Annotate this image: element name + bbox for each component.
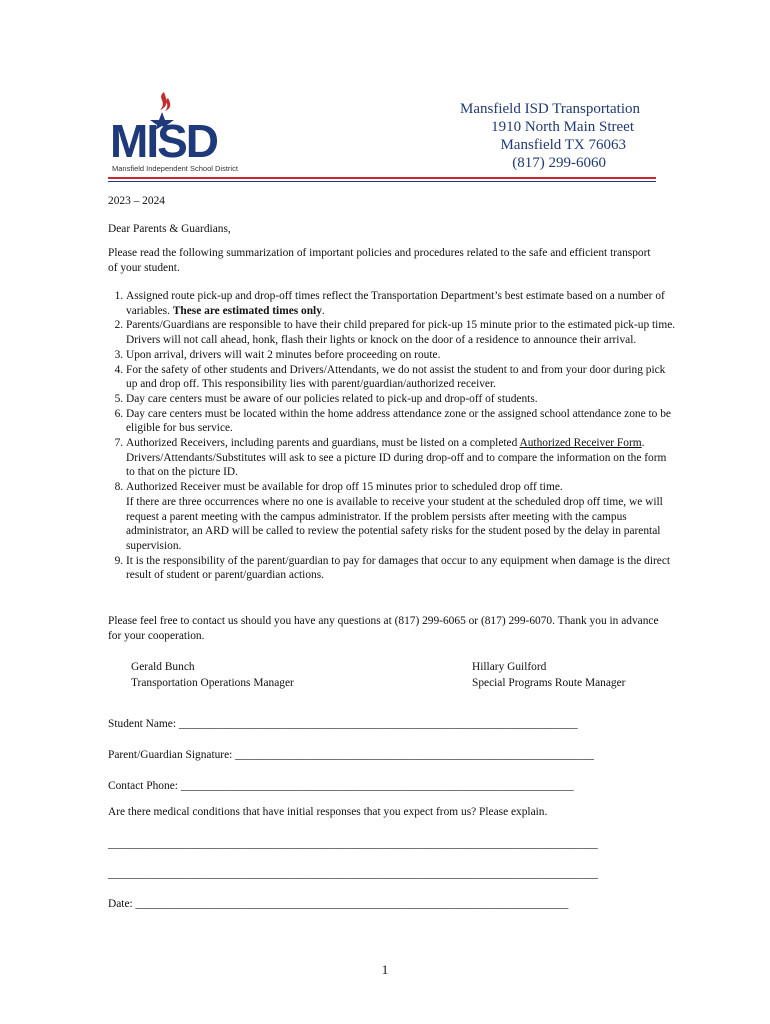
contact-phone-field[interactable]: Contact Phone: _____________________________________________________________________ <box>108 780 574 792</box>
date-field[interactable]: Date: ____________________________________________________________________________ <box>108 898 569 910</box>
signature-block-right <box>472 659 625 691</box>
address-block <box>380 100 640 172</box>
signer-name: Gerald Bunch <box>131 661 195 673</box>
medical-answer-line-2[interactable]: ______________________________________________________________________________________ <box>108 868 598 880</box>
policy-list <box>108 289 678 583</box>
signer-title: Special Programs Route Manager <box>472 677 626 689</box>
intro-paragraph: Please read the following summarization of important policies and procedures related to the safe and efficient transport of your student. <box>108 247 651 274</box>
closing-paragraph: Please feel free to contact us should you have any questions at (817) 299-6065 or (817) 299-6070. Thank you in advance for your cooperation. <box>108 615 659 642</box>
medical-question: Are there medical conditions that have initial responses that you expect from us? Please explain. <box>108 806 548 818</box>
misd-logo <box>110 90 245 175</box>
street-address: 1910 North Main Street <box>491 119 634 135</box>
medical-answer-line-1[interactable]: ______________________________________________________________________________________ <box>108 838 598 850</box>
list-item: 8. Authorized Receiver must be available for drop off 15 minutes prior to scheduled drop off time. If there are three occurrences where no one is available to receive your student at the scheduled drop off time, we will request a parent meeting with the campus administrator. If the problem persists after meeting with the campus administrator, an ARD will be called to review the potential safety risks for the student posed by the delay in parental supervision. <box>126 480 678 554</box>
list-item: 4. For the safety of other students and Drivers/Attendants, we do not assist the student to and from your door during pick up and drop off. This responsibility lies with parent/guardian/authorized receiver. <box>126 363 678 392</box>
signer-name: Hillary Guilford <box>472 661 547 673</box>
list-item: 6. Day care centers must be located within the home address attendance zone or the assigned school attendance zone to be eligible for bus service. <box>126 407 678 436</box>
list-item: 7. Authorized Receivers, including parents and guardians, must be listed on a completed Authorized Receiver Form. Drivers/Attendants/Substitutes will ask to see a picture ID during drop-off and to compare the information on the form to that on the picture ID. <box>126 436 678 480</box>
header-divider-red <box>108 177 656 179</box>
student-name-field[interactable]: Student Name: ______________________________________________________________________ <box>108 718 578 730</box>
header-divider-blue <box>108 181 656 182</box>
phone-number: (817) 299-6060 <box>512 155 606 171</box>
signature-block-left <box>131 659 294 691</box>
list-item: 5. Day care centers must be aware of our policies related to pick-up and drop-off of students. <box>126 392 678 407</box>
authorized-receiver-form-link[interactable]: Authorized Receiver Form <box>519 437 642 450</box>
city-state-zip: Mansfield TX 76063 <box>500 137 626 153</box>
list-item: 1. Assigned route pick-up and drop-off times reflect the Transportation Department’s best estimate based on a number of variables. These are estimated times only. <box>126 289 678 318</box>
signer-title: Transportation Operations Manager <box>131 677 294 689</box>
list-item: 9. It is the responsibility of the parent/guardian to pay for damages that occur to any equipment when damage is the direct result of student or parent/guardian actions. <box>126 554 678 583</box>
logo-wordmark: MISD <box>110 115 217 167</box>
list-item: 2. Parents/Guardians are responsible to have their child prepared for pick-up 15 minute prior to the estimated pick-up time. Drivers will not call ahead, honk, flash their lights or knock on the door of a residence to announce their arrival. <box>126 318 678 347</box>
page-number: 1 <box>381 962 389 977</box>
logo-subtitle: Mansfield Independent School District <box>112 164 238 173</box>
guardian-signature-field[interactable]: Parent/Guardian Signature: _______________________________________________________________ <box>108 749 594 761</box>
list-item: 3. Upon arrival, drivers will wait 2 minutes before proceeding on route. <box>126 348 678 363</box>
school-year: 2023 – 2024 <box>108 195 165 207</box>
org-name: Mansfield ISD Transportation <box>460 101 640 117</box>
greeting: Dear Parents & Guardians, <box>108 223 231 235</box>
